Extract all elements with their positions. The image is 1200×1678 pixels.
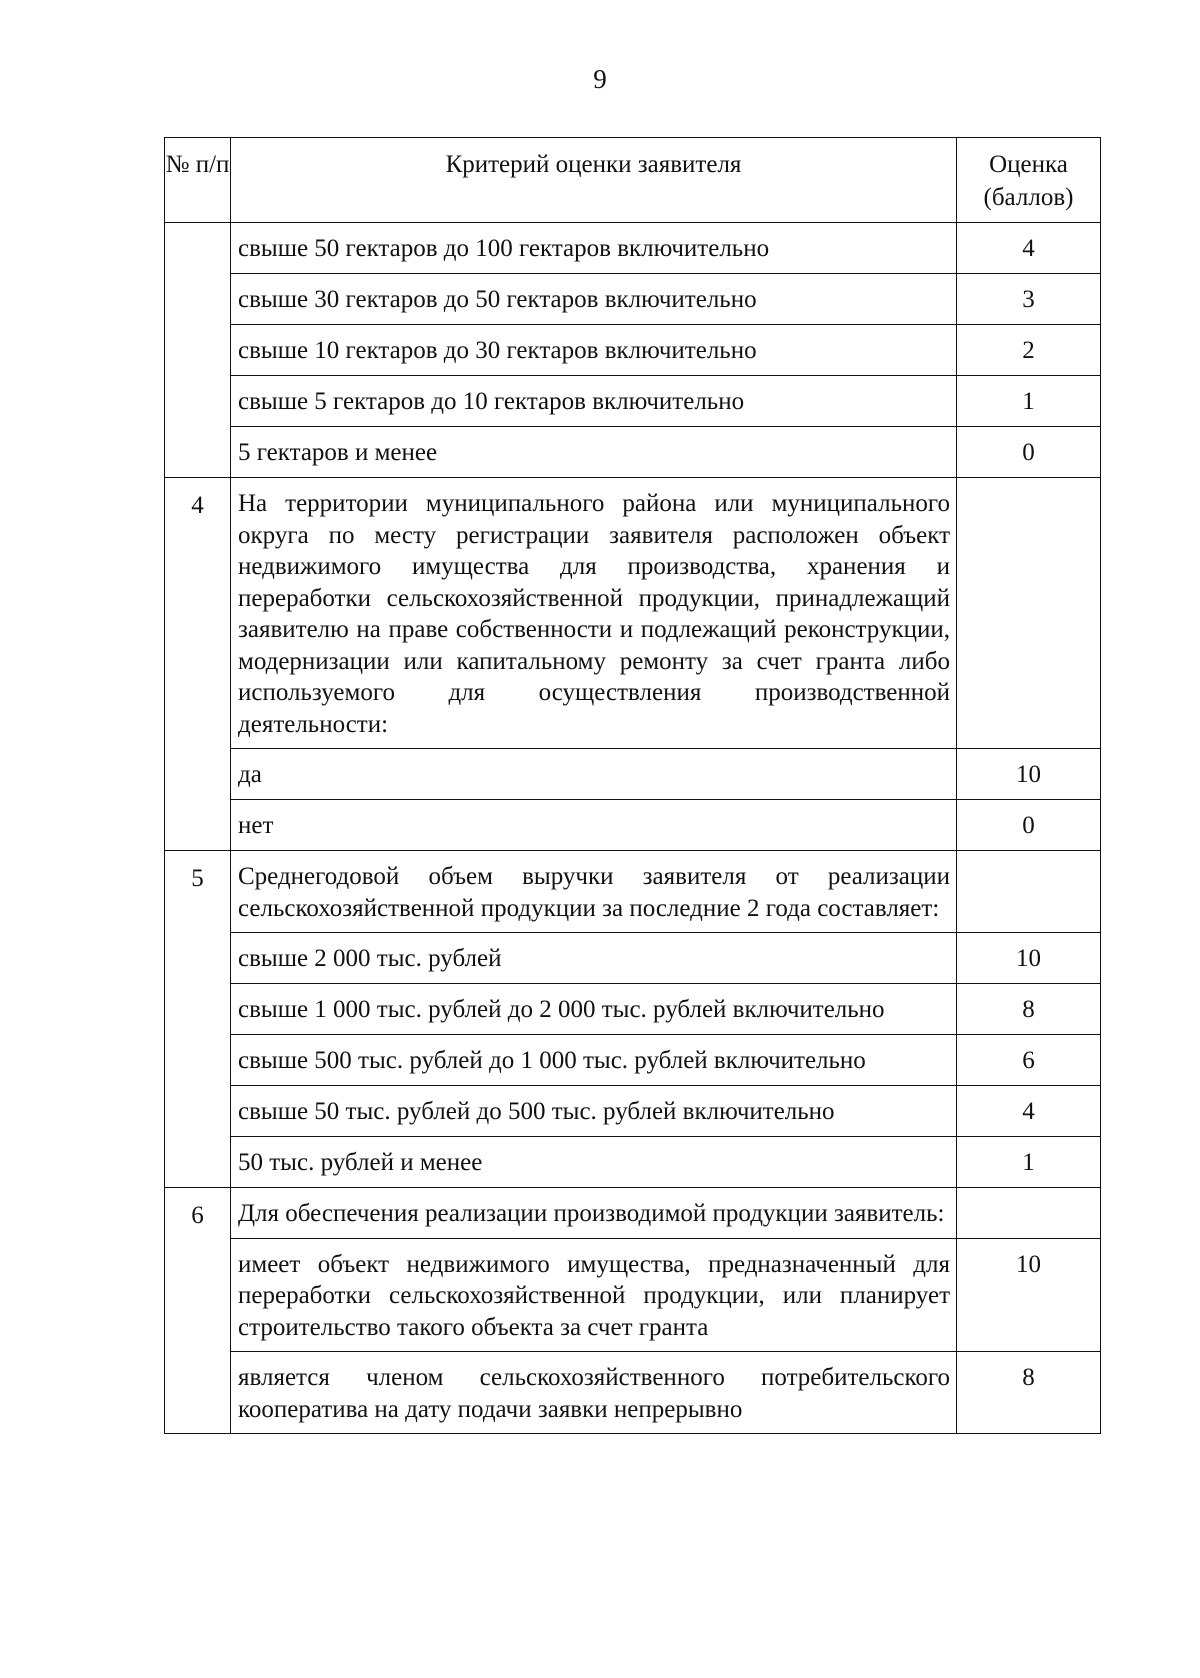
- score-cell-empty: [957, 851, 1101, 933]
- score-cell: 0: [957, 427, 1101, 478]
- score-cell: 4: [957, 223, 1101, 274]
- score-cell: 1: [957, 1137, 1101, 1188]
- criteria-table: [164, 137, 1101, 1434]
- criterion-option: свыше 1 000 тыс. рублей до 2 000 тыс. рублей включительно: [231, 984, 957, 1035]
- criterion-option: 5 гектаров и менее: [231, 427, 957, 478]
- table-row: [165, 800, 1101, 851]
- criterion-option: свыше 10 гектаров до 30 гектаров включительно: [231, 325, 957, 376]
- criterion-option: является членом сельскохозяйственного потребительского кооператива на дату подачи заявки непрерывно: [231, 1352, 957, 1434]
- criterion-number: 4: [165, 478, 231, 851]
- score-cell: 6: [957, 1035, 1101, 1086]
- score-cell: 10: [957, 1238, 1101, 1352]
- score-cell-empty: [957, 1188, 1101, 1239]
- score-cell: 2: [957, 325, 1101, 376]
- table-row: [165, 1137, 1101, 1188]
- score-cell: 10: [957, 749, 1101, 800]
- criterion-option: свыше 2 000 тыс. рублей: [231, 933, 957, 984]
- score-cell-empty: [957, 478, 1101, 749]
- table-row: [165, 1238, 1101, 1352]
- criterion-option: 50 тыс. рублей и менее: [231, 1137, 957, 1188]
- criterion-text: Среднегодовой объем выручки заявителя от реализации сельскохозяйственной продукции за последние 2 года составляет:: [231, 851, 957, 933]
- table-header-row: [165, 138, 1101, 223]
- table-row: [165, 274, 1101, 325]
- score-cell: 0: [957, 800, 1101, 851]
- table-row: [165, 325, 1101, 376]
- criterion-option: свыше 50 тыс. рублей до 500 тыс. рублей включительно: [231, 1086, 957, 1137]
- score-cell: 1: [957, 376, 1101, 427]
- table-row: [165, 223, 1101, 274]
- header-num: № п/п: [165, 138, 231, 223]
- page-number: 9: [593, 64, 607, 94]
- criterion-option: имеет объект недвижимого имущества, предназначенный для переработки сельскохозяйственной продукции, или планирует строительство такого объекта за счет гранта: [231, 1238, 957, 1352]
- table-row: [165, 1035, 1101, 1086]
- table-row: [165, 749, 1101, 800]
- table-row: [165, 933, 1101, 984]
- score-cell: 8: [957, 1352, 1101, 1434]
- table-row: [165, 376, 1101, 427]
- criterion-option: да: [231, 749, 957, 800]
- table-row: [165, 478, 1101, 749]
- header-criterion: Критерий оценки заявителя: [231, 138, 957, 223]
- table-row: [165, 1352, 1101, 1434]
- score-cell: 10: [957, 933, 1101, 984]
- criterion-option: свыше 5 гектаров до 10 гектаров включительно: [231, 376, 957, 427]
- criterion-option: свыше 30 гектаров до 50 гектаров включительно: [231, 274, 957, 325]
- table-row: [165, 984, 1101, 1035]
- criterion-option: нет: [231, 800, 957, 851]
- criterion-number: 5: [165, 851, 231, 1188]
- table-row: [165, 1188, 1101, 1239]
- header-score: Оценка (баллов): [957, 138, 1101, 223]
- table-row: [165, 427, 1101, 478]
- criterion-number: 6: [165, 1188, 231, 1434]
- criterion-text: На территории муниципального района или муниципального округа по месту регистрации заявителя расположен объект недвижимого имущества для производства, хранения и переработки сельскохозяйственной продукции, принадлежащий заявителю на праве собственности и подлежащий реконструкции, модернизации или капитальному ремонту за счет гранта либо используемого для осуществления производственной деятельности:: [231, 478, 957, 749]
- score-cell: 4: [957, 1086, 1101, 1137]
- row-num-continued: [165, 223, 231, 478]
- score-cell: 3: [957, 274, 1101, 325]
- score-cell: 8: [957, 984, 1101, 1035]
- table-row: [165, 1086, 1101, 1137]
- criterion-option: свыше 500 тыс. рублей до 1 000 тыс. рублей включительно: [231, 1035, 957, 1086]
- table-row: [165, 851, 1101, 933]
- criterion-text: Для обеспечения реализации производимой продукции заявитель:: [231, 1188, 957, 1239]
- criterion-option: свыше 50 гектаров до 100 гектаров включительно: [231, 223, 957, 274]
